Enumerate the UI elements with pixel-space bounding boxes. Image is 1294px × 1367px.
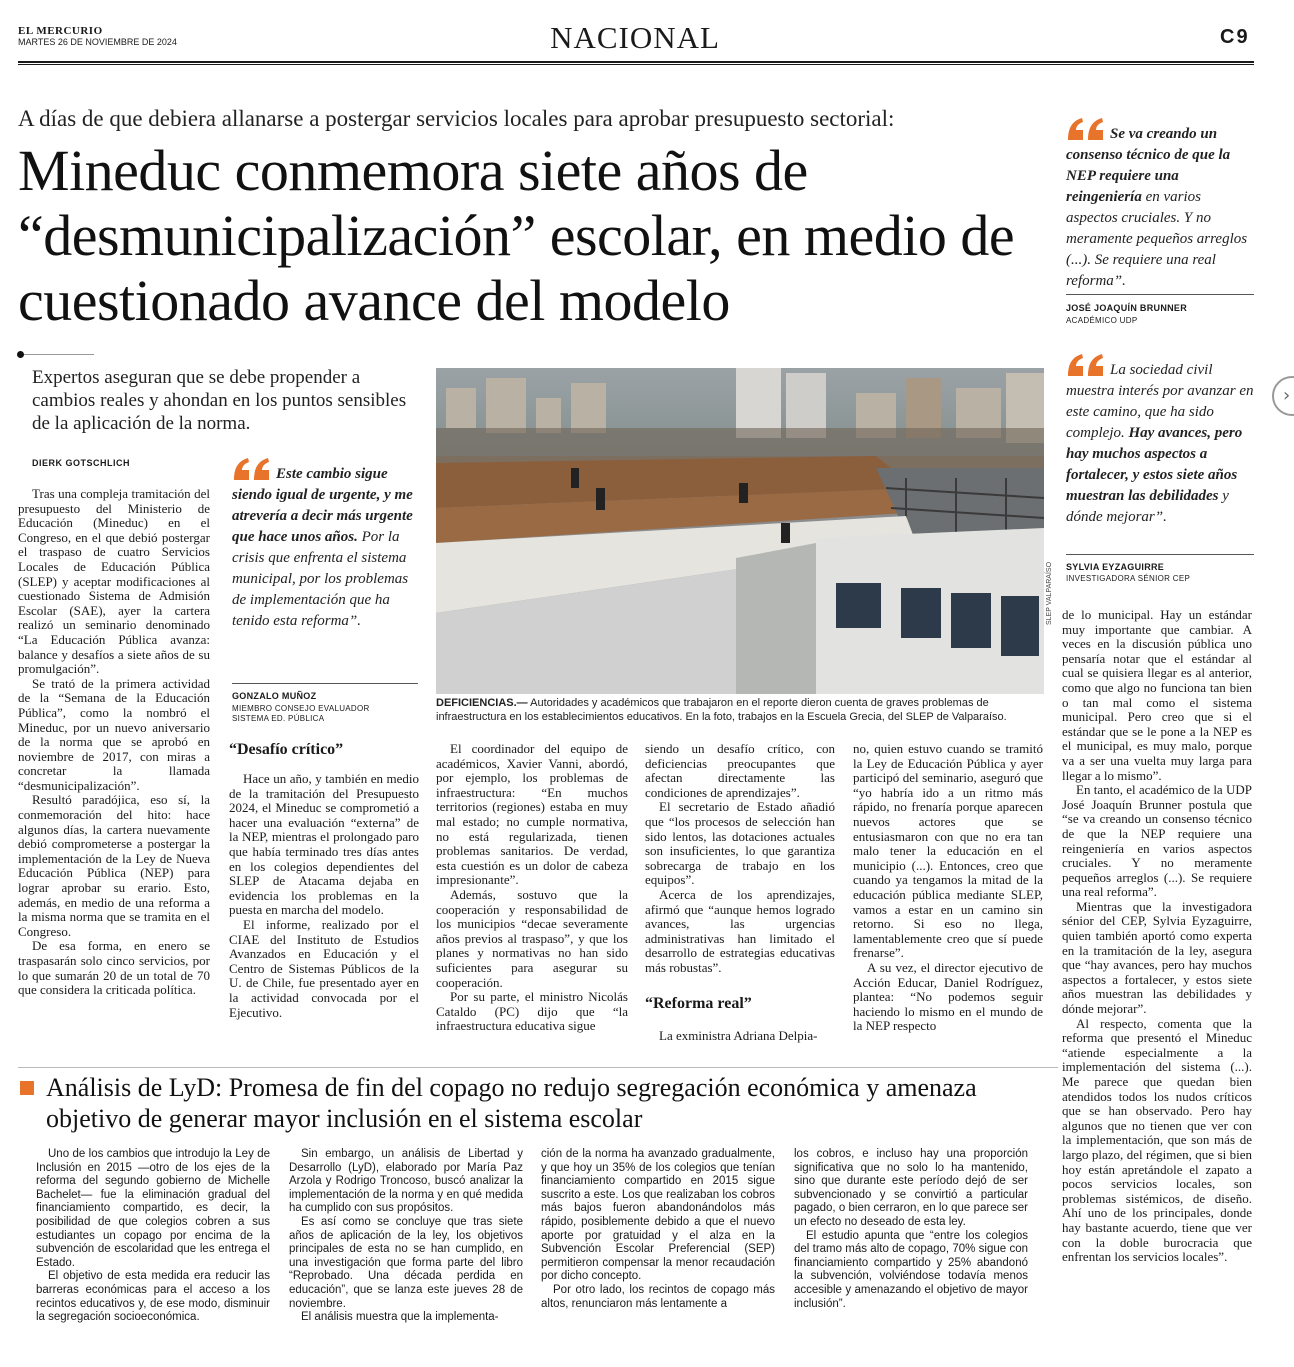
quote-author: JOSÉ JOAQUÍN BRUNNER bbox=[1066, 303, 1188, 313]
quote-author: SYLVIA EYZAGUIRRE bbox=[1066, 562, 1165, 572]
quote-role: ACADÉMICO UDP bbox=[1066, 316, 1138, 325]
quote-text: La sociedad civil muestra interés por avanzar en este camino, que ha sido complejo. bbox=[1066, 362, 1254, 441]
paragraph: Hace un año, y también en medio de la tramitación del Presupuesto 2024, el Mineduc se comprometió a hacer una evaluación “externa” de la NEP, mientras el prolongado paro que había terminado tres días antes en los colegios dependientes del SLEP de Atacama dejaba en evidencia los problemas en la puesta en marcha del modelo. bbox=[229, 771, 419, 918]
quote-rule bbox=[232, 683, 418, 684]
quote-author: GONZALO MUÑOZ bbox=[232, 691, 317, 701]
lede-rule bbox=[18, 354, 94, 355]
page-number: C9 bbox=[1220, 26, 1250, 48]
photo-credit: SLEP VALPARAÍSO bbox=[1046, 561, 1053, 625]
paragraph: los cobros, e incluso hay una proporción significativa que no solo lo ha mantenido, sino que durante este período dejó de ser subvencionado y se convirtió a particular pagado, o bien cerraron, en lo que parece ser un efecto no deseado de esta ley. bbox=[794, 1148, 1028, 1228]
body-column-5 bbox=[853, 742, 1043, 1034]
article-lede: Expertos aseguran que se debe propender a cambios reales y ahondan en los puntos sensibles de la aplicación de la norma. bbox=[32, 367, 407, 434]
subhead-desafio: “Desafío crítico” bbox=[229, 741, 344, 758]
article-kicker: A días de que debiera allanarse a postergar servicios locales para aprobar presupuesto sectorial: bbox=[18, 106, 895, 131]
body-column-1 bbox=[18, 487, 210, 998]
pull-quote-brunner bbox=[1066, 116, 1254, 292]
body-column-4b bbox=[645, 1029, 835, 1044]
caption-label: DEFICIENCIAS.— bbox=[436, 697, 528, 709]
article-headline: Mineduc conmemora siete años de “desmunicipalización” escolar, en medio de cuestionado avance del modelo bbox=[18, 138, 1015, 333]
header-rule bbox=[18, 61, 1254, 63]
box-rule bbox=[18, 1067, 1058, 1068]
next-page-button[interactable] bbox=[1272, 376, 1294, 416]
pull-quote-eyzaguirre bbox=[1066, 352, 1254, 528]
quote-bold-text: Se va creando un consenso técnico de que la NEP requiere una reingeniería bbox=[1066, 126, 1231, 205]
quote-role: SISTEMA ED. PÚBLICA bbox=[232, 714, 325, 723]
article-byline: DIERK GOTSCHLICH bbox=[32, 458, 130, 468]
quote-bold-text: Este cambio sigue siendo igual de urgente, y me atrevería a decir más urgente que hace unos años. bbox=[232, 466, 413, 545]
quote-rule bbox=[1066, 294, 1254, 295]
paragraph: Al respecto, comenta que la reforma que presentó el Mineduc “atiende especialmente a la implementación del sistema (...). Me parece que quedan bien atendidos todos los nudos críticos que se han observado. Pero hay algunos que no tienen que ver con la implementación, que son más de largo plazo, del régimen, que si bien hoy están apretándole el zapato a pocos servicios locales, son problemas sistémicos, de diseño. Ahí uno de los principales, donde hay bastante acuerdo, tiene que ver con la doble burocracia que enfrentan los servicios locales”. bbox=[1062, 1015, 1252, 1265]
paragraph: En tanto, el académico de la UDP José Joaquín Brunner postula que “se va creando un consenso técnico de que la NEP requiere una reingeniería en varios aspectos cruciales. Y no meramente pequeños arreglos (...). Se requiere una real reforma”. bbox=[1062, 782, 1252, 900]
quote-rule bbox=[1066, 554, 1254, 555]
paragraph: A su vez, el director ejecutivo de Acción Educar, Daniel Rodríguez, plantea: “No podemos seguir haciendo lo mismo en el mundo de la NEP respecto bbox=[853, 959, 1043, 1034]
photo-caption bbox=[436, 697, 1046, 724]
paragraph: Por otro lado, los recintos de copago más altos, renunciaron más lentamente a bbox=[541, 1283, 775, 1310]
paragraph: El objetivo de esta medida era reducir las barreras económicas para el acceso a los recintos educativos y, de ese modo, disminuir la segregación socioeconómica. bbox=[36, 1270, 270, 1324]
paragraph: De esa forma, en enero se traspasarán solo cinco servicios, por lo que sumarán 20 de un total de 70 que considera la criticada política. bbox=[18, 938, 210, 998]
header-rule-thin bbox=[18, 64, 1254, 65]
quote-bold-text: Hay avances, pero hay muchos aspectos a fortalecer, y estos siete años muestran las debilidades bbox=[1066, 425, 1243, 504]
pull-quote-munoz bbox=[232, 456, 418, 632]
paragraph: Mientras que la investigadora sénior del CEP, Sylvia Eyzaguirre, quien también aportó como experta en la tramitación de la ley, asegura que “hay avances, pero hay muchos aspectos a fortalecer, y estos siete años muestran las debilidades y dónde mejorar”. bbox=[1062, 898, 1252, 1017]
box-column-2 bbox=[289, 1148, 523, 1325]
quote-text: Por la crisis que enfrenta el sistema municipal, por los problemas de implementación que ha tenido esta reforma”. bbox=[232, 529, 409, 629]
quote-mark-icon bbox=[232, 456, 272, 482]
paragraph: de lo municipal. Hay un estándar muy importante que cambiar. A veces en la discusión pública uno pensaría notar que el estándar al cual se quisiera llegar es al anterior, como que algo no funciona tan bien o tan mal como el sistema municipal. Pero creo que si el estándar que se le pone a la NEP es el municipal, es muy malo, porque va a ser una vuelta muy larga para llegar a lo mismo”. bbox=[1062, 607, 1252, 783]
caption-text: Autoridades y académicos que trabajaron en el reporte dieron cuenta de graves problemas de infraestructura en los establecimientos educativos. En la foto, trabajos en la Escuela Grecia, del SLEP de Valparaíso. bbox=[436, 697, 1007, 723]
paragraph: no, quien estuvo cuando se tramitó la Ley de Educación Pública y ayer participó del seminario, aseguró que “yo habría ido a un ritmo más rápido, no frenaría porque aparecen nuevos actores que se entusiasmaron con que no era tan malo tener la educación en el municipio (...). Entonces, creo que cuando ya tengamos la mitad de la educación pública mediante SLEP, vamos a estar en un camino sin retorno. Si eso no llega, lamentablemente creo que sí puede frenarse”. bbox=[853, 741, 1043, 961]
article-photo bbox=[436, 368, 1044, 694]
quote-text: y dónde mejorar”. bbox=[1066, 488, 1229, 525]
paragraph: Resultó paradójica, eso sí, la conmemoración del hito: hace algunos días, la cartera nuevamente debió comprometerse a postergar la implementación de la Ley de Nueva Educación Pública (NEP) para lograr aprobar su erario. Esto, además, en medio de una reforma a la misma norma que se tramita en el Congreso. bbox=[18, 792, 210, 939]
paragraph: Se trató de la primera actividad de la “Semana de la Educación Pública”, como la nombró el Mineduc, por un nuevo aniversario de la norma que se aprobó en noviembre de 2017, con miras a concretar la llamada “desmunicipalización”. bbox=[18, 675, 210, 793]
chevron-right-icon: › bbox=[1283, 385, 1291, 406]
paragraph: Uno de los cambios que introdujo la Ley de Inclusión en 2015 —otro de los ejes de la reforma del segundo gobierno de Michelle Bachelet— fue la eliminación gradual del financiamiento compartido, es decir, la posibilidad de que colegios cobren a sus estudiantes un copago por encima de la subvención de escolaridad que les entrega el Estado. bbox=[36, 1148, 270, 1269]
paragraph: La exministra Adriana Delpia- bbox=[659, 1028, 818, 1043]
subhead-reforma: “Reforma real” bbox=[645, 995, 752, 1012]
section-title: NACIONAL bbox=[550, 20, 720, 55]
paragraph: El secretario de Estado añadió que “los procesos de selección han sido lentos, las dotaciones actuales son insuficientes, lo que garantiza sobrecarga de trabajo en los equipos”. bbox=[645, 799, 835, 888]
box-headline: Análisis de LyD: Promesa de fin del copago no redujo segregación económica y amenaza objetivo de generar mayor inclusión en el sistema escolar bbox=[46, 1073, 977, 1133]
quote-role: MIEMBRO CONSEJO EVALUADOR bbox=[232, 704, 370, 713]
quote-mark-icon bbox=[1066, 352, 1106, 378]
paragraph: Por su parte, el ministro Nicolás Cataldo (PC) dijo que “la infraestructura educativa sigue bbox=[436, 989, 628, 1034]
paragraph: El análisis muestra que la implementa- bbox=[301, 1311, 499, 1324]
box-column-1 bbox=[36, 1148, 270, 1325]
box-column-3 bbox=[541, 1148, 775, 1311]
quote-mark-icon bbox=[1066, 116, 1106, 142]
quote-role: INVESTIGADORA SÉNIOR CEP bbox=[1066, 574, 1191, 583]
box-column-4 bbox=[794, 1148, 1028, 1311]
paragraph: siendo un desafío crítico, con deficiencias preocupantes que afectan directamente las condiciones de aprendizajes”. bbox=[645, 741, 835, 800]
rooftop-photo-illustration bbox=[436, 368, 1044, 694]
body-column-4 bbox=[645, 742, 835, 976]
newspaper-name: EL MERCURIO bbox=[18, 25, 103, 37]
paragraph: Además, sostuvo que la cooperación y responsabilidad de los municipios “decae severamente años previos al traspaso”, y que los planes y normativas no han sido suficientes para asegurar su cooperación. bbox=[436, 886, 628, 990]
paragraph: ción de la norma ha avanzado gradualmente, y que hoy un 35% de los colegios que tenían financiamiento compartido en 2015 sigue suscrito a este. Los que realizaban los cobros más bajos fueron abandonándolos más rápido, posiblemente debido a que el nuevo aporte por gratuidad y el alza en la Subvención Escolar Preferencial (SEP) permitieron compensar la menor recaudación por dicho concepto. bbox=[541, 1148, 775, 1283]
paragraph: Es así como se concluye que tras siete años de aplicación de la ley, los objetivos principales de esta no se han cumplido, en una investigación que forma parte del libro “Reprobado. Una década perdida en educación”, que se lanza este jueves 28 de noviembre. bbox=[289, 1215, 523, 1310]
quote-text: en varios aspectos cruciales. Y no meramente pequeños arreglos (...). Se requiere una real reforma”. bbox=[1066, 189, 1248, 289]
paragraph: El estudio apunta que “entre los colegios del tramo más alto de copago, 70% sigue con financiamiento compartido y 25% abandonó la subvención, volviéndose todavía menos accesible y amenazando el objetivo de mayor inclusión”. bbox=[794, 1229, 1028, 1310]
paragraph: Tras una compleja tramitación del presupuesto del Ministerio de Educación (Mineduc) en el Congreso, en el que debió postergar el traspaso de cuatro Servicios Locales de Educación Pública (SLEP) y aceptar modificaciones al cuestionado Sistema de Admisión Escolar (SAE), ayer la cartera realizó un seminario denominado “La Educación Pública avanza: balance y desafíos a siete años de su promulgación”. bbox=[18, 486, 210, 677]
paragraph: Sin embargo, un análisis de Libertad y Desarrollo (LyD), elaborado por María Paz Arzola y Rodrigo Troncoso, buscó analizar la implementación de la norma y en qué medida ha cumplido con sus propósitos. bbox=[289, 1148, 523, 1215]
body-column-2 bbox=[229, 772, 419, 1020]
body-column-3 bbox=[436, 742, 628, 1034]
box-marker bbox=[20, 1081, 34, 1095]
paragraph: Acerca de los aprendizajes, afirmó que “aunque hemos logrado avances, las urgencias administrativas han limitado el desarrollo de estrategias educativas más robustas”. bbox=[645, 886, 835, 975]
paragraph: El informe, realizado por el CIAE del Instituto de Estudios Avanzados en Educación y el Centro de Sistemas Públicos de la U. de Chile, fue presentado ayer en la actividad convocada por el Ejecutivo. bbox=[229, 916, 419, 1020]
body-column-6 bbox=[1062, 608, 1252, 1265]
issue-date: MARTES 26 DE NOVIEMBRE DE 2024 bbox=[18, 37, 177, 47]
lede-dot bbox=[17, 351, 24, 358]
paragraph: El coordinador del equipo de académicos, Xavier Vanni, abordó, por ejemplo, los problemas de infraestructura: “En muchos territorios (regiones) estaba en muy mal estado; no cumple normativa, no está regularizada, tienen problemas sanitarios. De verdad, esta cuestión es un dolor de cabeza impresionante”. bbox=[436, 741, 628, 888]
